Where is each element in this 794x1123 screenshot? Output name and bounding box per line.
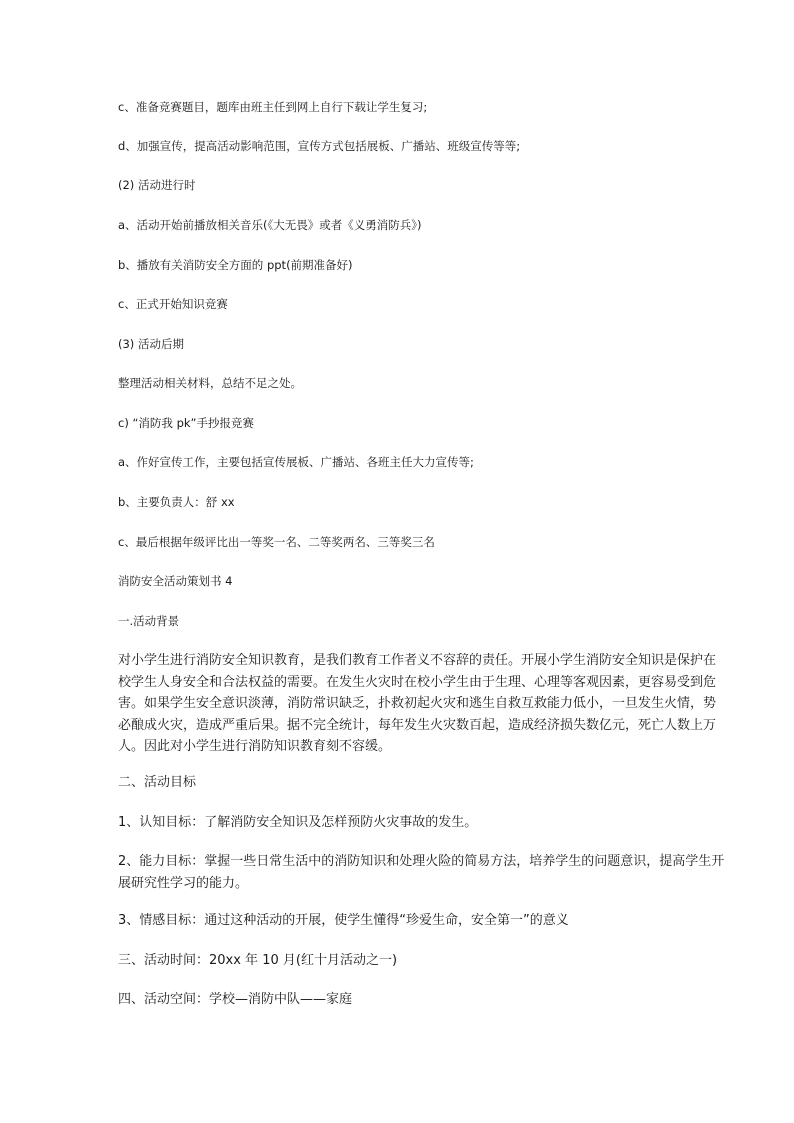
activity-time <box>118 950 678 972</box>
paragraph-line: 害。如果学生安全意识淡薄，消防常识缺乏，扑救初起火灾和逃生自救互救能力低小，一旦发生火情，势 <box>118 696 717 711</box>
goals-heading: 二、活动目标 <box>118 775 197 790</box>
text-line: c、正式开始知识竞赛 <box>118 297 228 311</box>
text-line: (3) 活动后期 <box>118 337 184 351</box>
text-line: c、准备竞赛题目，题库由班主任到网上自行下载让学生复习; <box>118 100 428 114</box>
paragraph-line: 人。因此对小学生进行消防知识教育刻不容缓。 <box>118 739 392 754</box>
activity-space <box>118 989 678 1011</box>
goal-1 <box>118 812 678 834</box>
goal-1-text: 1、认知目标：了解消防安全知识及怎样预防火灾事故的发生。 <box>118 815 478 830</box>
paragraph-line: 展研究性学习的能力。 <box>118 875 249 891</box>
goal-3 <box>118 910 678 932</box>
paragraph-line: 校学生人身安全和合法权益的需要。在发生火灾时在校小学生由于生理、心理等客观因素，更容易受到危 <box>118 674 717 690</box>
paragraph-line: 对小学生进行消防安全知识教育，是我们教育工作者义不容辞的责任。开展小学生消防安全知识是保护在 <box>118 653 717 668</box>
text-line: c、最后根据年级评比出一等奖一名、二等奖两名、三等奖三名 <box>118 535 435 549</box>
text-line: (2) 活动进行时 <box>118 178 196 192</box>
text-line: c) “消防我 pk”手抄报竞赛 <box>118 416 254 430</box>
section-heading <box>118 772 678 794</box>
paragraph-line: 2、能力目标：掌握一些日常生活中的消防知识和处理火险的简易方法，培养学生的问题意识，提高学生开 <box>118 854 725 869</box>
text-line: 整理活动相关材料，总结不足之处。 <box>118 376 302 390</box>
activity-time-text: 三、活动时间：20xx 年 10 月(红十月活动之一) <box>118 953 398 968</box>
activity-space-text: 四、活动空间：学校—消防中队——家庭 <box>118 992 353 1007</box>
section-heading: 一.活动背景 <box>118 614 180 628</box>
goal-2 <box>118 851 725 894</box>
text-line: d、加强宣传，提高活动影响范围，宣传方式包括展板、广播站、班级宣传等等; <box>118 139 521 153</box>
paragraph-line: 必酿成火灾，造成严重后果。据不完全统计，每年发生火灾数百起，造成经济损失数亿元，死亡人数上万 <box>118 717 717 733</box>
text-line: a、活动开始前播放相关音乐(《大无畏》或者《义勇消防兵》) <box>118 218 422 232</box>
section-title: 消防安全活动策划书 4 <box>118 574 233 588</box>
background-paragraph <box>118 650 717 758</box>
goal-3-text: 3、情感目标：通过这种活动的开展，使学生懂得“珍爱生命，安全第一”的意义 <box>118 913 569 928</box>
text-line: b、播放有关消防安全方面的 ppt(前期准备好) <box>118 258 353 272</box>
text-line: a、作好宣传工作，主要包括宣传展板、广播站、各班主任大力宣传等; <box>118 455 474 469</box>
text-line: b、主要负责人：舒 xx <box>118 495 235 509</box>
